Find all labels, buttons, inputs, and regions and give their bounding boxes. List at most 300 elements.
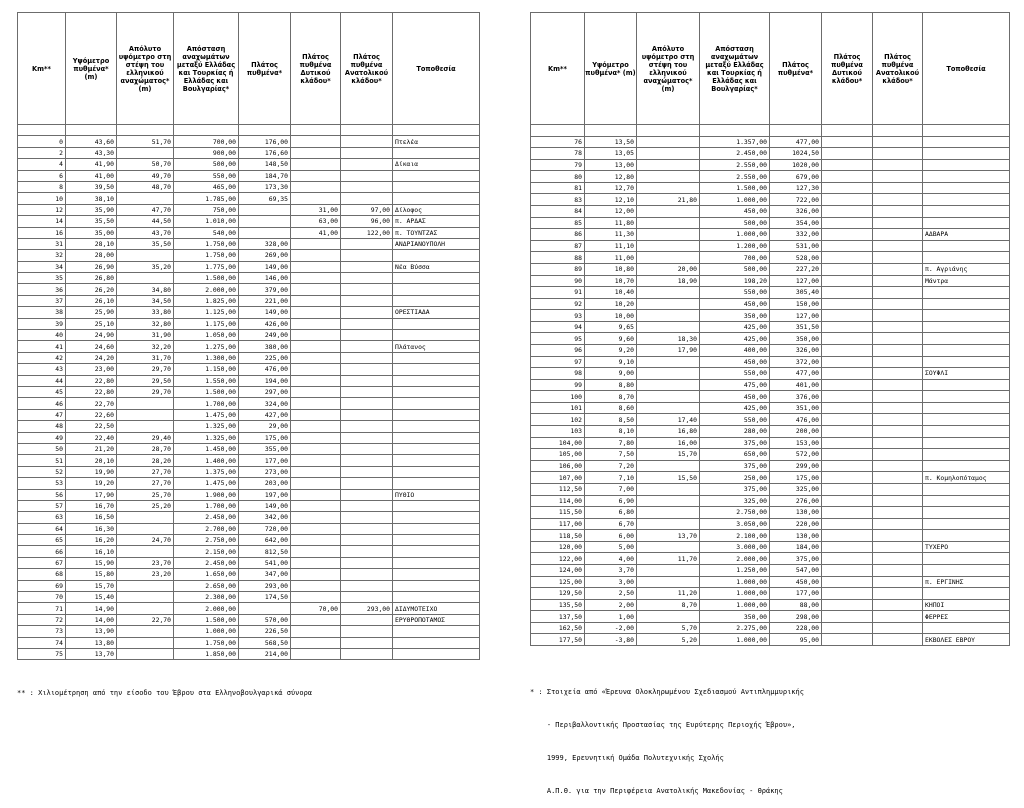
cell-location: ΚΗΠΟΙ (923, 599, 1010, 611)
cell-east-branch-width (873, 588, 923, 600)
cell-bed-width: 401,00 (770, 379, 822, 391)
cell-bed-elevation: -2,00 (585, 622, 637, 634)
table-row (18, 626, 480, 637)
table-row (531, 368, 1010, 380)
cell-west-branch-width (822, 391, 873, 403)
cell-levee-crest-elevation: 35,20 (117, 261, 174, 272)
table-row (18, 170, 480, 181)
cell-bed-width (239, 603, 291, 614)
cell-bed-elevation: 14,90 (66, 603, 117, 614)
cell-east-branch-width (341, 159, 393, 170)
cell-east-branch-width (873, 402, 923, 414)
cell-bed-elevation: 22,70 (66, 398, 117, 409)
cell-location (393, 500, 480, 511)
cell-levee-distance: 1.500,00 (174, 273, 239, 284)
cell-bed-width: 642,00 (239, 535, 291, 546)
cell-levee-distance: 750,00 (174, 204, 239, 215)
table-row (18, 307, 480, 318)
cell-bed-elevation: 21,20 (66, 443, 117, 454)
cell-bed-width: 298,00 (770, 611, 822, 623)
table-body-right (531, 136, 1010, 645)
cell-km: 42 (18, 352, 66, 363)
cell-east-branch-width (341, 546, 393, 557)
cell-levee-crest-elevation (117, 603, 174, 614)
table-row (18, 489, 480, 500)
cell-bed-width: 1024,50 (770, 148, 822, 160)
cell-bed-elevation: 15,40 (66, 592, 117, 603)
cell-east-branch-width (341, 443, 393, 454)
cell-km: 162,50 (531, 622, 585, 634)
cell-location (923, 217, 1010, 229)
cell-levee-crest-elevation: 29,50 (117, 375, 174, 386)
cell-levee-distance: 425,00 (700, 402, 770, 414)
table-row (531, 599, 1010, 611)
cell-levee-distance: 1.700,00 (174, 500, 239, 511)
cell-location (923, 518, 1010, 530)
cell-west-branch-width (822, 263, 873, 275)
cell-levee-crest-elevation (637, 171, 700, 183)
cell-east-branch-width (341, 295, 393, 306)
cell-location: Μάντρα (923, 275, 1010, 287)
cell-bed-width: 174,50 (239, 592, 291, 603)
cell-location (393, 364, 480, 375)
cell-km: 49 (18, 432, 66, 443)
cell-west-branch-width (822, 437, 873, 449)
table-row (531, 507, 1010, 519)
cell-west-branch-width (291, 181, 341, 192)
cell-km: 63 (18, 512, 66, 523)
cell-location (393, 352, 480, 363)
header-levee-distance: Απόσταση αναχωμάτων μεταξύ Ελλάδας και Τουρκίας ή Ελλάδας και Βουλγαρίας* (700, 13, 770, 125)
table-row (18, 557, 480, 568)
cell-east-branch-width (873, 298, 923, 310)
cell-bed-width: 149,00 (239, 307, 291, 318)
cell-km: 87 (531, 240, 585, 252)
cell-bed-width: 226,50 (239, 626, 291, 637)
cell-km: 71 (18, 603, 66, 614)
cell-levee-crest-elevation (637, 148, 700, 160)
cell-bed-width: 269,00 (239, 250, 291, 261)
cell-levee-distance: 1.475,00 (174, 409, 239, 420)
cell-levee-crest-elevation: 23,70 (117, 557, 174, 568)
cell-levee-crest-elevation (117, 398, 174, 409)
cell-levee-crest-elevation (637, 136, 700, 148)
cell-west-branch-width (291, 307, 341, 318)
cell-bed-elevation: 19,20 (66, 478, 117, 489)
cell-west-branch-width (291, 523, 341, 534)
cell-location (923, 287, 1010, 299)
cell-east-branch-width (873, 449, 923, 461)
cell-location (923, 495, 1010, 507)
cell-levee-crest-elevation (637, 564, 700, 576)
cell-location (923, 159, 1010, 171)
cell-east-branch-width (873, 263, 923, 275)
cell-levee-distance: 1.325,00 (174, 421, 239, 432)
table-row (531, 321, 1010, 333)
footnote-source-line: - Περιβαλλοντικής Προστασίας της Ευρύτερης Περιοχής Έβρου», (530, 721, 796, 729)
cell-km: 122,00 (531, 553, 585, 565)
table-row (531, 206, 1010, 218)
cell-levee-distance: 425,00 (700, 333, 770, 345)
cell-location (923, 460, 1010, 472)
cell-west-branch-width (822, 611, 873, 623)
cell-location (393, 432, 480, 443)
cell-km: 66 (18, 546, 66, 557)
header-west-branch-width: Πλάτος πυθμένα Δυτικού κλάδου* (291, 13, 341, 125)
cell-levee-distance: 500,00 (174, 159, 239, 170)
cell-levee-crest-elevation: 21,80 (637, 194, 700, 206)
cell-east-branch-width (873, 530, 923, 542)
cell-km: 90 (531, 275, 585, 287)
cell-west-branch-width (291, 375, 341, 386)
cell-levee-distance: 350,00 (700, 310, 770, 322)
cell-east-branch-width (873, 576, 923, 588)
spacer-cell (174, 125, 239, 136)
cell-levee-distance: 2.650,00 (174, 580, 239, 591)
cell-west-branch-width (822, 171, 873, 183)
cell-west-branch-width (822, 287, 873, 299)
footnote-source-line: Α.Π.Θ. για την Περιφέρεια Ανατολικής Μακεδονίας - Θράκης (530, 787, 783, 795)
cell-bed-elevation: 25,90 (66, 307, 117, 318)
cell-bed-width: 568,50 (239, 637, 291, 648)
cell-km: 45 (18, 386, 66, 397)
table-row (531, 588, 1010, 600)
footnote-km-origin: ** : Χιλιομέτρηση από την είσοδο του Έβρου στα Ελληνοβουλγαρικά σύνορα (17, 689, 313, 697)
cell-east-branch-width (873, 171, 923, 183)
cell-levee-distance: 280,00 (700, 426, 770, 438)
cell-bed-width: 351,50 (770, 321, 822, 333)
table-row (531, 275, 1010, 287)
table-row (18, 352, 480, 363)
cell-east-branch-width (341, 181, 393, 192)
cell-west-branch-width (822, 402, 873, 414)
table-row (18, 159, 480, 170)
river-data-table-left (17, 12, 480, 660)
table-row (18, 250, 480, 261)
table-row (18, 261, 480, 272)
footnote-source-line: 1999, Ερευνητική Ομάδα Πολυτεχνικής Σχολής (530, 754, 724, 762)
cell-levee-distance: 1.775,00 (174, 261, 239, 272)
cell-levee-distance: 3.050,00 (700, 518, 770, 530)
cell-east-branch-width (341, 580, 393, 591)
cell-west-branch-width (291, 478, 341, 489)
cell-levee-crest-elevation (117, 626, 174, 637)
cell-bed-elevation: 12,80 (585, 171, 637, 183)
cell-east-branch-width (341, 307, 393, 318)
cell-location: π. Αγριάνης (923, 263, 1010, 275)
cell-levee-crest-elevation (117, 250, 174, 261)
table-row (18, 478, 480, 489)
cell-levee-distance: 1.475,00 (174, 478, 239, 489)
cell-west-branch-width (822, 206, 873, 218)
cell-levee-crest-elevation (117, 546, 174, 557)
cell-levee-distance: 450,00 (700, 206, 770, 218)
cell-bed-width: 350,00 (770, 333, 822, 345)
table-row (18, 569, 480, 580)
cell-levee-distance: 1.450,00 (174, 443, 239, 454)
cell-levee-distance: 450,00 (700, 391, 770, 403)
cell-location (923, 530, 1010, 542)
cell-location (923, 564, 1010, 576)
table-row (531, 333, 1010, 345)
cell-km: 100 (531, 391, 585, 403)
cell-bed-elevation: 10,70 (585, 275, 637, 287)
cell-bed-width: 450,00 (770, 576, 822, 588)
cell-location (393, 535, 480, 546)
cell-levee-distance: 1.500,00 (174, 386, 239, 397)
cell-location: ΔΙΔΥΜΟΤΕΙΧΟ (393, 603, 480, 614)
cell-west-branch-width (822, 194, 873, 206)
cell-bed-elevation: 10,00 (585, 310, 637, 322)
cell-west-branch-width (291, 592, 341, 603)
cell-km: 97 (531, 356, 585, 368)
cell-km: 89 (531, 263, 585, 275)
cell-km: 0 (18, 136, 66, 147)
cell-location (393, 592, 480, 603)
cell-east-branch-width (341, 523, 393, 534)
cell-west-branch-width (291, 466, 341, 477)
cell-km: 50 (18, 443, 66, 454)
cell-location (393, 409, 480, 420)
table-row (18, 284, 480, 295)
cell-bed-elevation: 10,40 (585, 287, 637, 299)
cell-levee-distance: 1.000,00 (700, 194, 770, 206)
cell-west-branch-width (291, 261, 341, 272)
cell-bed-elevation: 16,30 (66, 523, 117, 534)
table-row (531, 148, 1010, 160)
cell-km: 41 (18, 341, 66, 352)
cell-bed-width: 379,00 (239, 284, 291, 295)
cell-bed-width: 351,00 (770, 402, 822, 414)
cell-levee-crest-elevation: 22,70 (117, 614, 174, 625)
cell-bed-elevation: 26,10 (66, 295, 117, 306)
cell-levee-distance: 500,00 (700, 263, 770, 275)
table-row (531, 252, 1010, 264)
cell-east-branch-width (873, 206, 923, 218)
table-row (18, 443, 480, 454)
cell-levee-crest-elevation (637, 310, 700, 322)
table-row (531, 182, 1010, 194)
cell-bed-width: 214,00 (239, 648, 291, 659)
cell-km: 52 (18, 466, 66, 477)
cell-west-branch-width (822, 368, 873, 380)
cell-km: 129,50 (531, 588, 585, 600)
cell-east-branch-width (873, 426, 923, 438)
cell-west-branch-width (291, 238, 341, 249)
cell-east-branch-width (341, 318, 393, 329)
table-row (531, 518, 1010, 530)
cell-location: ΕΚΒΟΛΕΣ ΕΒΡΟΥ (923, 634, 1010, 646)
cell-east-branch-width (873, 310, 923, 322)
cell-levee-crest-elevation: 5,70 (637, 622, 700, 634)
cell-levee-distance: 1.125,00 (174, 307, 239, 318)
cell-levee-distance: 2.550,00 (700, 159, 770, 171)
cell-levee-distance: 2.450,00 (174, 557, 239, 568)
cell-levee-crest-elevation: 31,70 (117, 352, 174, 363)
table-row (531, 344, 1010, 356)
spacer-cell (585, 125, 637, 137)
cell-bed-elevation: 7,10 (585, 472, 637, 484)
cell-levee-crest-elevation: 5,20 (637, 634, 700, 646)
cell-west-branch-width (822, 553, 873, 565)
cell-bed-elevation: 1,00 (585, 611, 637, 623)
cell-levee-distance: 450,00 (700, 356, 770, 368)
cell-location (393, 557, 480, 568)
cell-levee-crest-elevation (637, 356, 700, 368)
table-row (18, 295, 480, 306)
cell-bed-width: 150,00 (770, 298, 822, 310)
cell-bed-width: 276,00 (770, 495, 822, 507)
cell-location (923, 252, 1010, 264)
cell-km: 98 (531, 368, 585, 380)
cell-levee-distance: 1.010,00 (174, 216, 239, 227)
table-row (18, 421, 480, 432)
cell-west-branch-width (291, 386, 341, 397)
cell-bed-width: 572,00 (770, 449, 822, 461)
cell-bed-width: 184,00 (770, 541, 822, 553)
cell-east-branch-width (873, 622, 923, 634)
cell-bed-elevation: 6,90 (585, 495, 637, 507)
cell-east-branch-width (341, 500, 393, 511)
cell-levee-crest-elevation (637, 240, 700, 252)
cell-bed-elevation: 12,00 (585, 206, 637, 218)
cell-levee-crest-elevation: 32,80 (117, 318, 174, 329)
cell-bed-width: 376,00 (770, 391, 822, 403)
cell-levee-crest-elevation (117, 421, 174, 432)
cell-levee-crest-elevation (117, 512, 174, 523)
header-west-branch-width: Πλάτος πυθμένα Δυτικού κλάδου* (822, 13, 873, 125)
spacer-cell (873, 125, 923, 137)
cell-bed-width: 477,00 (770, 368, 822, 380)
cell-levee-distance: 375,00 (700, 460, 770, 472)
table-row (18, 273, 480, 284)
table-row (531, 541, 1010, 553)
cell-levee-crest-elevation (117, 592, 174, 603)
table-row (18, 592, 480, 603)
cell-west-branch-width (291, 489, 341, 500)
cell-levee-crest-elevation: 15,70 (637, 449, 700, 461)
cell-levee-crest-elevation (117, 273, 174, 284)
cell-west-branch-width (822, 599, 873, 611)
cell-levee-crest-elevation: 29,70 (117, 364, 174, 375)
cell-levee-distance: 375,00 (700, 437, 770, 449)
cell-bed-width: 720,00 (239, 523, 291, 534)
cell-levee-distance: 1.000,00 (174, 626, 239, 637)
cell-bed-width: 541,00 (239, 557, 291, 568)
cell-levee-crest-elevation (117, 409, 174, 420)
cell-levee-crest-elevation: 11,70 (637, 553, 700, 565)
header-location: Τοποθεσία (923, 13, 1010, 125)
cell-levee-distance: 1.275,00 (174, 341, 239, 352)
table-row (531, 159, 1010, 171)
cell-levee-distance: 3.000,00 (700, 541, 770, 553)
cell-levee-crest-elevation: 34,80 (117, 284, 174, 295)
table-body-left (18, 136, 480, 660)
spacer-cell (531, 125, 585, 137)
cell-bed-width: 173,30 (239, 181, 291, 192)
river-data-table-right (530, 12, 1010, 646)
table-row (18, 648, 480, 659)
cell-location: ΣΟΥΦΛΙ (923, 368, 1010, 380)
cell-bed-elevation: 28,00 (66, 250, 117, 261)
cell-west-branch-width: 41,00 (291, 227, 341, 238)
cell-levee-distance: 1.375,00 (174, 466, 239, 477)
cell-bed-width: 130,00 (770, 507, 822, 519)
cell-east-branch-width (873, 414, 923, 426)
cell-levee-crest-elevation: 35,50 (117, 238, 174, 249)
cell-bed-elevation: 38,10 (66, 193, 117, 204)
table-row (18, 318, 480, 329)
cell-levee-crest-elevation: 27,70 (117, 466, 174, 477)
cell-west-branch-width (291, 443, 341, 454)
cell-levee-crest-elevation (637, 576, 700, 588)
cell-bed-width: 146,00 (239, 273, 291, 284)
cell-bed-elevation: 7,80 (585, 437, 637, 449)
cell-west-branch-width (291, 569, 341, 580)
table-row (18, 432, 480, 443)
table-row (531, 298, 1010, 310)
cell-east-branch-width (873, 252, 923, 264)
cell-location: ΟΡΕΣΤΙΑΔΑ (393, 307, 480, 318)
cell-east-branch-width (873, 136, 923, 148)
cell-km: 47 (18, 409, 66, 420)
cell-levee-crest-elevation: 28,20 (117, 455, 174, 466)
cell-km: 79 (531, 159, 585, 171)
cell-east-branch-width (341, 455, 393, 466)
cell-west-branch-width (822, 530, 873, 542)
spacer-cell (239, 125, 291, 136)
cell-location (923, 483, 1010, 495)
cell-levee-crest-elevation (637, 507, 700, 519)
cell-west-branch-width (291, 364, 341, 375)
cell-location (923, 449, 1010, 461)
cell-east-branch-width (341, 557, 393, 568)
cell-location (393, 443, 480, 454)
cell-km: 36 (18, 284, 66, 295)
cell-km: 115,50 (531, 507, 585, 519)
table-row (531, 472, 1010, 484)
spacer-cell (637, 125, 700, 137)
cell-bed-width: 175,00 (239, 432, 291, 443)
cell-levee-crest-elevation (637, 495, 700, 507)
cell-east-branch-width (341, 626, 393, 637)
cell-location (923, 437, 1010, 449)
cell-km: 67 (18, 557, 66, 568)
table-row (531, 564, 1010, 576)
table-row (18, 512, 480, 523)
table-row (18, 216, 480, 227)
cell-east-branch-width (873, 217, 923, 229)
cell-bed-width: 528,00 (770, 252, 822, 264)
cell-west-branch-width (291, 500, 341, 511)
table-row (18, 535, 480, 546)
cell-west-branch-width (291, 614, 341, 625)
cell-bed-width: 380,00 (239, 341, 291, 352)
cell-bed-width: 177,00 (239, 455, 291, 466)
cell-levee-distance: 1.750,00 (174, 250, 239, 261)
cell-bed-width (239, 204, 291, 215)
table-row (531, 495, 1010, 507)
cell-levee-crest-elevation: 18,30 (637, 333, 700, 345)
cell-bed-elevation: 10,80 (585, 263, 637, 275)
table-row (18, 375, 480, 386)
cell-east-branch-width (873, 368, 923, 380)
cell-west-branch-width: 70,00 (291, 603, 341, 614)
cell-km: 137,50 (531, 611, 585, 623)
cell-bed-elevation: 23,00 (66, 364, 117, 375)
cell-levee-crest-elevation: 18,90 (637, 275, 700, 287)
cell-east-branch-width (341, 193, 393, 204)
